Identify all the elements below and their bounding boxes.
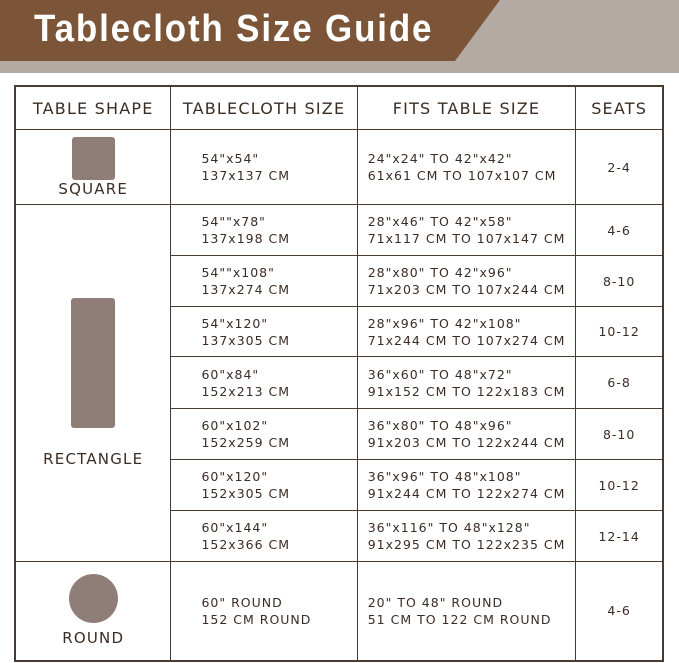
fits-cm: 91x152 CM TO 122x183 CM <box>367 383 566 399</box>
fits-inches: 20" TO 48" ROUND <box>367 594 504 610</box>
size-inches: 60"x144" <box>201 520 269 535</box>
fits-inches: 28"x80" TO 42"x96" <box>367 265 513 280</box>
fits-cm: 71x244 CM TO 107x274 CM <box>367 332 566 348</box>
seats: 10-12 <box>576 307 663 357</box>
shape-cell-rectangle <box>15 205 171 562</box>
fits-cm: 91x244 CM TO 122x274 CM <box>367 486 566 501</box>
shape-cell-square <box>15 130 171 205</box>
square-shape-icon <box>72 137 115 180</box>
fits-inches: 36"x80" TO 48"x96" <box>367 418 513 433</box>
circle-shape-icon <box>69 574 118 623</box>
size-cm: 137x198 CM <box>201 231 291 246</box>
size-inches: 60"x120" <box>201 469 269 484</box>
size-inches: 54""x78" <box>201 214 266 229</box>
header-row <box>15 86 663 130</box>
size-cm: 152x259 CM <box>201 435 291 450</box>
page-title: Tablecloth Size Guide <box>34 8 434 50</box>
size-inches: 60"x102" <box>201 418 269 433</box>
shape-cell-round <box>15 562 171 661</box>
header-fits-table-size: FITS TABLE SIZE <box>357 86 576 130</box>
header-table-shape: TABLE SHAPE <box>15 86 171 130</box>
shape-label: ROUND <box>62 629 125 648</box>
size-guide-table <box>14 85 664 662</box>
header-seats: SEATS <box>576 86 663 130</box>
fits-cm: 61x61 CM TO 107x107 CM <box>367 168 557 183</box>
seats: 12-14 <box>576 511 663 562</box>
seats: 10-12 <box>576 460 663 511</box>
size-cm: 152x213 CM <box>201 383 291 399</box>
seats: 8-10 <box>576 256 663 307</box>
table-row <box>15 562 663 661</box>
fits-inches: 36"x116" TO 48"x128" <box>367 520 531 535</box>
rectangle-shape-icon <box>71 298 115 428</box>
seats: 6-8 <box>576 357 663 409</box>
seats: 4-6 <box>576 562 663 661</box>
size-cm: 137x274 CM <box>201 282 291 297</box>
fits-inches: 28"x46" TO 42"x58" <box>367 214 513 229</box>
size-inches: 54""x108" <box>201 265 275 280</box>
fits-cm: 71x203 CM TO 107x244 CM <box>367 282 566 297</box>
size-cm: 137x137 CM <box>201 168 291 183</box>
fits-inches: 36"x60" TO 48"x72" <box>367 366 513 382</box>
fits-cm: 91x203 CM TO 122x244 CM <box>367 435 566 450</box>
seats: 4-6 <box>576 205 663 256</box>
fits-cm: 91x295 CM TO 122x235 CM <box>367 537 566 552</box>
shape-label: SQUARE <box>58 179 129 198</box>
size-cm: 152x366 CM <box>201 537 291 552</box>
fits-inches: 36"x96" TO 48"x108" <box>367 469 522 484</box>
size-inches: 54"x54" <box>201 151 260 166</box>
seats: 2-4 <box>576 130 663 205</box>
seats: 8-10 <box>576 409 663 460</box>
fits-inches: 28"x96" TO 42"x108" <box>367 315 522 331</box>
size-inches: 60"x84" <box>201 366 260 382</box>
header-tablecloth-size: TABLECLOTH SIZE <box>171 86 357 130</box>
table-row <box>15 130 663 205</box>
size-inches: 60" ROUND <box>201 594 283 610</box>
shape-label: RECTANGLE <box>43 450 144 468</box>
size-cm: 152x305 CM <box>201 486 291 501</box>
size-cm: 152 CM ROUND <box>201 611 312 627</box>
size-inches: 54"x120" <box>201 315 269 331</box>
fits-inches: 24"x24" TO 42"x42" <box>367 151 513 166</box>
size-cm: 137x305 CM <box>201 332 291 348</box>
fits-cm: 51 CM TO 122 CM ROUND <box>367 611 552 627</box>
table-row <box>15 205 663 256</box>
fits-cm: 71x117 CM TO 107x147 CM <box>367 231 566 246</box>
